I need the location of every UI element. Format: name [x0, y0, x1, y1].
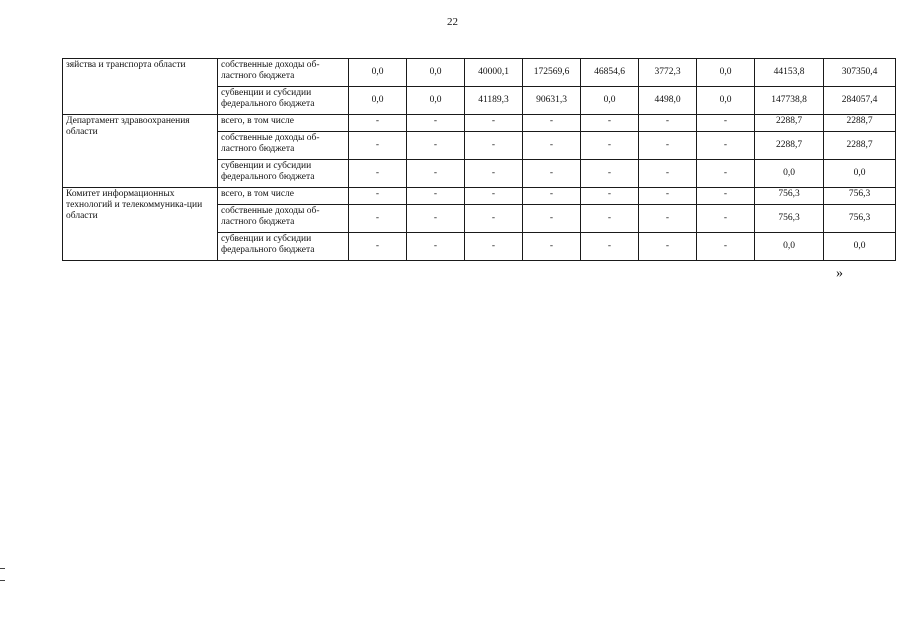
value-cell: 0,0	[755, 160, 824, 188]
value-cell: 0,0	[407, 87, 465, 115]
value-cell: -	[349, 233, 407, 261]
value-cell: -	[465, 205, 523, 233]
value-cell: -	[523, 205, 581, 233]
value-cell: -	[407, 132, 465, 160]
value-cell: -	[697, 188, 755, 205]
value-cell: 756,3	[824, 205, 896, 233]
value-cell: 0,0	[349, 59, 407, 87]
value-cell: 0,0	[697, 59, 755, 87]
table-row	[63, 188, 896, 205]
value-cell: -	[465, 115, 523, 132]
funding-source-cell: собственные доходы об-ластного бюджета	[218, 59, 349, 87]
value-cell: 3772,3	[639, 59, 697, 87]
value-cell: 2288,7	[755, 132, 824, 160]
value-cell: 2288,7	[824, 132, 896, 160]
value-cell: -	[697, 205, 755, 233]
value-cell: 44153,8	[755, 59, 824, 87]
value-cell: -	[581, 205, 639, 233]
funding-source-cell: всего, в том числе	[218, 115, 349, 132]
value-cell: -	[697, 115, 755, 132]
value-cell: -	[349, 205, 407, 233]
value-cell: -	[407, 115, 465, 132]
page-number: 22	[447, 16, 458, 28]
closing-quote-mark: »	[836, 266, 843, 281]
funding-source-cell: субвенции и субсидии федерального бюджета	[218, 87, 349, 115]
value-cell: 0,0	[755, 233, 824, 261]
margin-tick-mark	[0, 568, 5, 569]
funding-source-cell: всего, в том числе	[218, 188, 349, 205]
value-cell: -	[581, 160, 639, 188]
value-cell: 40000,1	[465, 59, 523, 87]
value-cell: 756,3	[755, 205, 824, 233]
funding-source-cell: собственные доходы об-ластного бюджета	[218, 205, 349, 233]
value-cell: -	[523, 115, 581, 132]
value-cell: 41189,3	[465, 87, 523, 115]
table-row	[63, 115, 896, 132]
value-cell: -	[639, 115, 697, 132]
value-cell: 307350,4	[824, 59, 896, 87]
value-cell: 0,0	[697, 87, 755, 115]
value-cell: -	[465, 160, 523, 188]
value-cell: 4498,0	[639, 87, 697, 115]
value-cell: 756,3	[824, 188, 896, 205]
organization-cell: зяйства и транспорта области	[63, 59, 218, 115]
value-cell: -	[349, 115, 407, 132]
value-cell: 2288,7	[755, 115, 824, 132]
value-cell: -	[697, 160, 755, 188]
value-cell: 172569,6	[523, 59, 581, 87]
value-cell: 0,0	[824, 160, 896, 188]
value-cell: -	[523, 233, 581, 261]
organization-cell: Департамент здравоохранения области	[63, 115, 218, 188]
value-cell: 2288,7	[824, 115, 896, 132]
value-cell: -	[639, 205, 697, 233]
value-cell: -	[581, 115, 639, 132]
funding-source-cell: субвенции и субсидии федерального бюджета	[218, 233, 349, 261]
value-cell: 0,0	[824, 233, 896, 261]
value-cell: -	[465, 132, 523, 160]
value-cell: -	[639, 233, 697, 261]
margin-tick-mark	[0, 580, 5, 581]
budget-table-body	[63, 59, 896, 261]
value-cell: -	[697, 233, 755, 261]
funding-source-cell: субвенции и субсидии федерального бюджета	[218, 160, 349, 188]
value-cell: -	[465, 233, 523, 261]
value-cell: -	[407, 188, 465, 205]
value-cell: -	[407, 160, 465, 188]
value-cell: -	[639, 132, 697, 160]
value-cell: -	[639, 160, 697, 188]
value-cell: -	[523, 132, 581, 160]
value-cell: -	[581, 188, 639, 205]
value-cell: -	[349, 132, 407, 160]
budget-table	[62, 58, 896, 261]
value-cell: -	[581, 233, 639, 261]
organization-cell: Комитет информационных технологий и телекоммуника-ции области	[63, 188, 218, 261]
value-cell: -	[407, 205, 465, 233]
funding-source-cell: собственные доходы об-ластного бюджета	[218, 132, 349, 160]
value-cell: -	[523, 188, 581, 205]
value-cell: -	[697, 132, 755, 160]
value-cell: 0,0	[581, 87, 639, 115]
value-cell: 0,0	[407, 59, 465, 87]
value-cell: 0,0	[349, 87, 407, 115]
value-cell: -	[349, 188, 407, 205]
value-cell: 90631,3	[523, 87, 581, 115]
value-cell: -	[639, 188, 697, 205]
value-cell: -	[465, 188, 523, 205]
value-cell: -	[581, 132, 639, 160]
value-cell: 46854,6	[581, 59, 639, 87]
value-cell: 147738,8	[755, 87, 824, 115]
value-cell: 284057,4	[824, 87, 896, 115]
table-row	[63, 59, 896, 87]
value-cell: -	[349, 160, 407, 188]
value-cell: -	[407, 233, 465, 261]
value-cell: -	[523, 160, 581, 188]
value-cell: 756,3	[755, 188, 824, 205]
